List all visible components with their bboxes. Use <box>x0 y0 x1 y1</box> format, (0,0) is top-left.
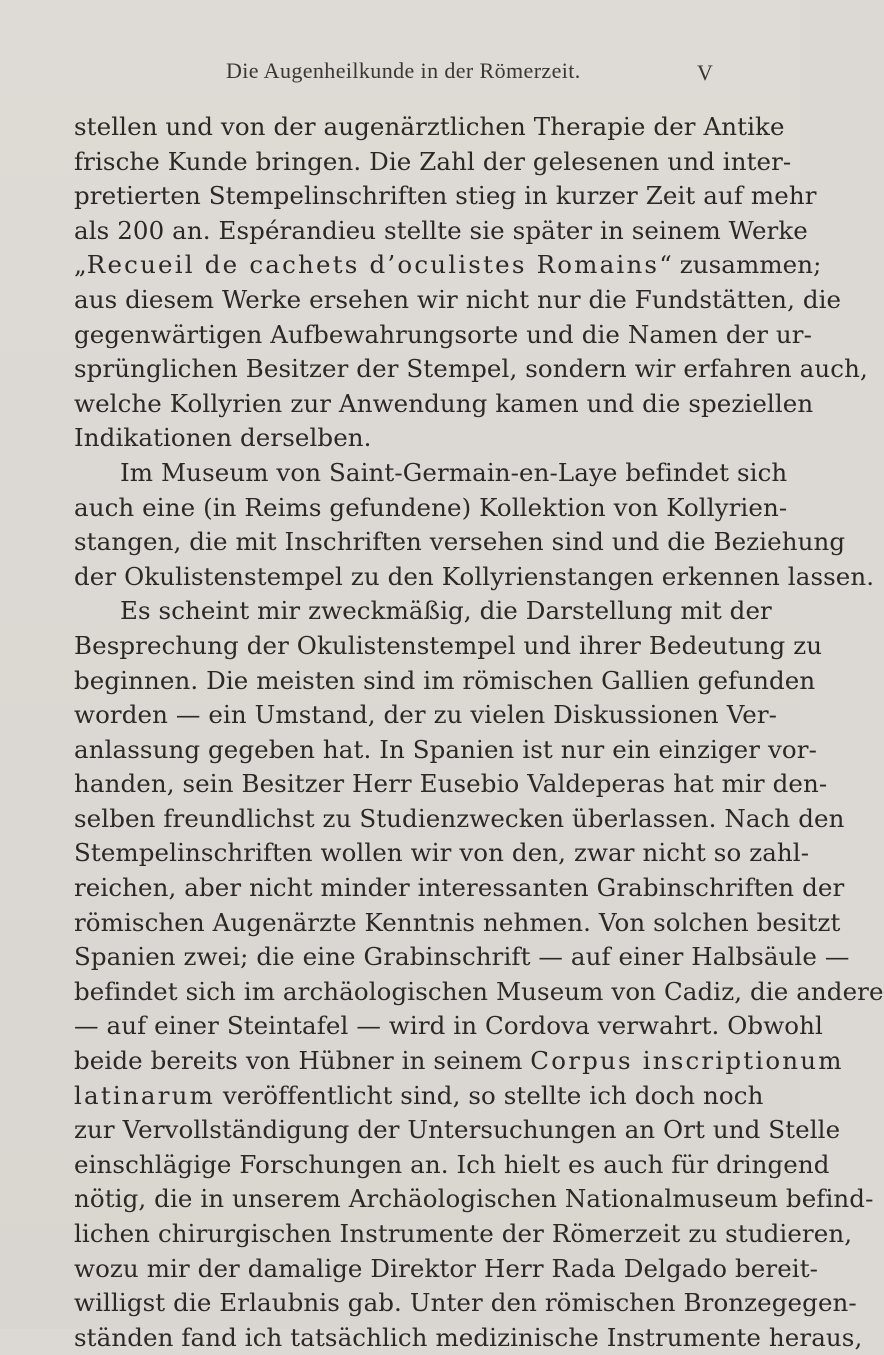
text-line: stellen und von der augenärztlichen Therapie der Antike <box>74 112 785 141</box>
running-head <box>0 58 800 90</box>
text-line: Im Museum von Saint-Germain-en-Laye befindet sich <box>120 457 788 487</box>
text-line: Indikationen derselben. <box>74 423 372 453</box>
text-line: Besprechung der Okulistenstempel und ihrer Bedeutung zu <box>74 630 823 660</box>
text-line: wozu mir der damalige Direktor Herr Rada Delgado bereit- <box>74 1253 819 1283</box>
line-text: veröffentlicht sind, so stellte ich doch noch <box>215 1080 764 1110</box>
text-line: Es scheint mir zweckmäßig, die Darstellung mit der <box>120 596 772 626</box>
text-line: stangen, die mit Inschriften versehen sind und die Beziehung <box>74 527 846 557</box>
text-line <box>74 248 822 283</box>
line-text: „ <box>74 250 87 280</box>
text-line: beginnen. Die meisten sind im römischen Gallien gefunden <box>74 665 816 695</box>
line-text: beide bereits von Hübner in seinem <box>74 1046 531 1076</box>
text-line: zur Vervollständigung der Untersuchungen an Ort und Stelle <box>74 1115 841 1145</box>
text-line: worden — ein Umstand, der zu vielen Diskussionen Ver- <box>74 700 778 730</box>
page-number: V <box>697 60 713 85</box>
text-line: auch eine (in Reims gefundene) Kollektion von Kollyrien- <box>74 492 788 522</box>
text-line: römischen Augenärzte Kenntnis nehmen. Von solchen besitzt <box>74 907 841 937</box>
text-line: selben freundlichst zu Studienzwecken überlassen. Nach den <box>74 803 845 833</box>
text-line: lichen chirurgischen Instrumente der Römerzeit zu studieren, <box>74 1219 853 1248</box>
text-line: welche Kollyrien zur Anwendung kamen und die speziellen <box>74 388 814 418</box>
text-line: aus diesem Werke ersehen wir nicht nur die Fundstätten, die <box>74 284 842 314</box>
spaced-title: Recueil de cachets d’oculistes Romains <box>86 250 660 280</box>
spaced-title: latinarum <box>74 1080 216 1110</box>
text-line: anlassung gegeben hat. In Spanien ist nur ein einziger vor- <box>74 734 817 764</box>
text-line: — auf einer Steintafel — wird in Cordova verwahrt. Obwohl <box>74 1011 823 1041</box>
text-line: willigst die Erlaubnis gab. Unter den römischen Bronzegegen- <box>74 1288 857 1318</box>
body-text <box>74 110 884 1355</box>
text-line: handen, sein Besitzer Herr Eusebio Valdeperas hat mir den- <box>74 769 828 799</box>
text-line: nötig, die in unserem Archäologischen Nationalmuseum befind- <box>74 1184 874 1214</box>
text-line: gegenwärtigen Aufbewahrungsorte und die Namen der ur- <box>74 319 812 349</box>
text-line: einschlägige Forschungen an. Ich hielt es auch für dringend <box>74 1149 830 1179</box>
running-title: Die Augenheilkunde in der Römerzeit. <box>226 58 581 83</box>
text-line <box>74 1044 844 1079</box>
text-line <box>74 1079 764 1114</box>
spaced-title: Corpus inscriptionum <box>530 1046 844 1076</box>
text-line: Spanien zwei; die eine Grabinschrift — auf einer Halbsäule — <box>74 942 850 972</box>
text-line: ständen fand ich tatsächlich medizinische Instrumente heraus, <box>74 1322 863 1352</box>
text-line: als 200 an. Espérandieu stellte sie später in seinem Werke <box>74 215 808 245</box>
text-line: sprünglichen Besitzer der Stempel, sondern wir erfahren auch, <box>74 354 868 384</box>
text-line: frische Kunde bringen. Die Zahl der gelesenen und inter- <box>74 146 792 176</box>
text-line: pretierten Stempelinschriften stieg in kurzer Zeit auf mehr <box>74 181 817 211</box>
line-text: “ zusammen; <box>659 250 822 280</box>
text-line: der Okulistenstempel zu den Kollyrienstangen erkennen lassen. <box>74 561 875 591</box>
text-line: Stempelinschriften wollen wir von den, zwar nicht so zahl- <box>74 838 810 868</box>
text-line: reichen, aber nicht minder interessanten Grabinschriften der <box>74 873 845 903</box>
text-line: befindet sich im archäologischen Museum von Cadiz, die andere <box>74 976 884 1006</box>
